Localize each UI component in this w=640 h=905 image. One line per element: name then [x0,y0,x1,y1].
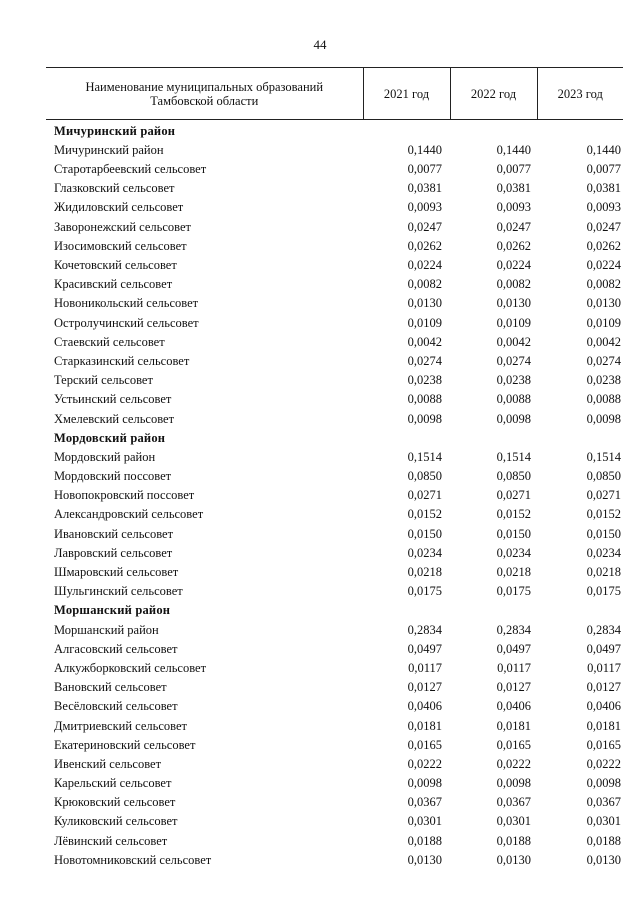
table-row [46,849,623,868]
value-2023-cell: 0,0238 [586,373,621,388]
value-2021-cell: 0,0042 [407,334,442,349]
table-row [46,484,623,503]
value-2021-cell: 0,0098 [407,411,442,426]
value-2021-cell: 0,0082 [407,277,442,292]
table-row [46,618,623,637]
value-2022-cell: 0,0093 [496,200,531,215]
municipality-name-cell: Шульгинский сельсовет [54,584,183,599]
value-2022-cell: 0,0367 [496,795,531,810]
value-2021-cell: 0,0088 [407,392,442,407]
value-2022-cell: 0,0175 [496,584,531,599]
municipality-name-cell: Терский сельсовет [54,373,153,388]
value-2022-cell: 0,0224 [496,258,531,272]
value-2022-cell: 0,0152 [496,507,531,522]
table-row [46,254,623,273]
value-2023-cell: 0,0098 [586,411,621,426]
value-2021-cell: 0,0381 [407,181,442,196]
value-2022-cell: 0,0234 [496,545,531,560]
table-row [46,465,623,484]
value-2022-cell: 0,1514 [496,449,531,464]
value-2021-cell: 0,1440 [407,142,442,157]
municipality-name-cell: Глазковский сельсовет [54,181,175,196]
value-2022-cell: 0,0188 [496,833,531,848]
value-2021-cell: 0,0238 [407,373,442,388]
value-2021-cell: 0,0247 [407,219,442,234]
value-2022-cell: 0,0497 [496,641,531,656]
value-2021-cell: 0,0274 [407,353,442,368]
value-2021-cell: 0,0109 [407,315,442,330]
municipality-name-cell: Лёвинский сельсовет [54,833,168,848]
table-row [46,196,623,215]
value-2021-cell: 0,0271 [407,488,442,503]
value-2021-cell: 0,0150 [407,526,442,541]
value-2022-cell: 0,0218 [496,565,531,579]
value-2023-cell: 0,0175 [586,584,621,599]
value-2021-cell: 0,0850 [407,469,442,484]
value-2023-cell: 0,0109 [586,315,621,330]
table-row [46,580,623,599]
district-heading: Мичуринский район [54,123,176,138]
value-2022-cell: 0,0262 [496,238,531,253]
value-2023-cell: 0,0165 [586,737,621,752]
value-2021-cell: 0,0301 [407,814,442,829]
value-2023-cell: 0,2834 [586,622,621,637]
value-2021-cell: 0,0130 [407,296,442,311]
value-2023-cell: 0,0093 [586,200,621,215]
value-2023-cell: 0,0224 [586,258,621,272]
value-2021-cell: 0,0127 [407,680,442,695]
municipality-name-cell: Красивский сельсовет [54,277,173,292]
table-row [46,177,623,196]
municipality-name-cell: Куликовский сельсовет [54,814,178,829]
district-heading: Мордовский район [54,430,166,445]
table-row [46,810,623,829]
value-2023-cell: 0,0222 [586,756,621,771]
value-2022-cell: 0,0098 [496,411,531,426]
value-2021-cell: 0,0130 [407,852,442,867]
value-2023-cell: 0,0406 [586,699,621,714]
value-2023-cell: 0,0130 [586,852,621,867]
value-2022-cell: 0,0088 [496,392,531,407]
data-table [46,67,623,868]
value-2023-cell: 0,1514 [586,449,621,464]
value-2021-cell: 0,0367 [407,795,442,810]
value-2021-cell: 0,0218 [407,565,442,579]
table-row [46,734,623,753]
value-2021-cell: 0,2834 [407,622,442,637]
value-2021-cell: 0,0234 [407,545,442,560]
table-row [46,235,623,254]
value-2021-cell: 0,0262 [407,238,442,253]
value-2022-cell: 0,0165 [496,737,531,752]
value-2023-cell: 0,0127 [586,680,621,695]
value-2022-cell: 0,0117 [497,660,531,675]
table-row [46,522,623,541]
value-2023-cell: 0,0098 [586,776,621,791]
value-2022-cell: 0,0181 [496,718,531,733]
value-2021-cell: 0,0406 [407,699,442,714]
table-row [46,542,623,561]
municipality-name-cell: Новотомниковский сельсовет [54,852,212,867]
table-row [46,369,623,388]
value-2023-cell: 0,0497 [586,641,621,656]
value-2021-cell: 0,1514 [407,449,442,464]
municipality-name-cell: Мичуринский район [54,142,164,157]
value-2021-cell: 0,0165 [407,737,442,752]
page-number: 44 [313,37,327,52]
column-header-2023: 2023 год [537,68,623,120]
municipality-name-cell: Крюковский сельсовет [54,795,176,810]
table-row [46,829,623,848]
value-2023-cell: 0,0234 [586,545,621,560]
value-2022-cell: 0,1440 [496,142,531,157]
value-2022-cell: 0,0301 [496,814,531,829]
value-2022-cell: 0,0271 [496,488,531,503]
value-2023-cell: 0,0077 [586,162,621,177]
table-row [46,503,623,522]
municipality-name-cell: Стаевский сельсовет [54,334,165,349]
district-heading: Моршанский район [54,603,171,618]
table-row [46,273,623,292]
table-row [46,350,623,369]
value-2023-cell: 0,0117 [587,660,621,675]
value-2022-cell: 0,0247 [496,219,531,234]
value-2021-cell: 0,0222 [407,756,442,771]
value-2021-cell: 0,0181 [407,718,442,733]
municipality-name-cell: Шмаровский сельсовет [54,565,179,579]
municipality-name-cell: Мордовский поссовет [54,469,172,484]
value-2022-cell: 0,2834 [496,622,531,637]
municipality-name-cell: Кочетовский сельсовет [54,258,177,272]
column-header-2022: 2022 год [450,68,537,120]
district-heading-row [46,599,623,618]
table-row [46,657,623,676]
value-2023-cell: 0,0850 [586,469,621,484]
table-row [46,311,623,330]
municipality-name-cell: Жидиловский сельсовет [54,200,184,215]
value-2022-cell: 0,0222 [496,756,531,771]
table-row [46,446,623,465]
value-2022-cell: 0,0127 [496,680,531,695]
value-2023-cell: 0,0088 [586,392,621,407]
table-row [46,791,623,810]
value-2023-cell: 0,0152 [586,507,621,522]
value-2022-cell: 0,0150 [496,526,531,541]
municipality-name-cell: Ивановский сельсовет [54,526,174,541]
municipality-name-cell: Весёловский сельсовет [54,699,178,714]
municipality-name-cell: Моршанский район [54,622,159,637]
table-header [46,68,623,120]
value-2023-cell: 0,0130 [586,296,621,311]
table-row [46,158,623,177]
value-2022-cell: 0,0109 [496,315,531,330]
column-header-name: Наименование муниципальных образований Тамбовской области [46,68,363,120]
municipality-name-cell: Старотарбеевский сельсовет [54,162,207,177]
value-2023-cell: 0,0274 [586,353,621,368]
table-row [46,561,623,580]
value-2021-cell: 0,0098 [407,776,442,791]
column-header-2021: 2021 год [363,68,450,120]
value-2023-cell: 0,0367 [586,795,621,810]
value-2022-cell: 0,0130 [496,852,531,867]
municipality-name-cell: Мордовский район [54,449,156,464]
municipality-name-cell: Александровский сельсовет [54,507,204,522]
municipality-name-cell: Остролучинский сельсовет [54,315,199,330]
value-2023-cell: 0,0247 [586,219,621,234]
municipality-name-cell: Алкужборковский сельсовет [54,660,207,675]
municipality-name-cell: Старказинский сельсовет [54,353,190,368]
table-row [46,695,623,714]
value-2023-cell: 0,0271 [586,488,621,503]
table-row [46,714,623,733]
table-row [46,139,623,158]
value-2021-cell: 0,0224 [407,258,442,272]
value-2021-cell: 0,0093 [407,200,442,215]
value-2023-cell: 0,0301 [586,814,621,829]
value-2022-cell: 0,0850 [496,469,531,484]
municipality-name-cell: Новопокровский поссовет [54,488,195,503]
value-2022-cell: 0,0082 [496,277,531,292]
value-2022-cell: 0,0098 [496,776,531,791]
value-2022-cell: 0,0238 [496,373,531,388]
municipality-name-cell: Екатериновский сельсовет [54,737,196,752]
municipality-name-cell: Заворонежский сельсовет [54,219,191,234]
district-heading-row [46,120,623,139]
table-row [46,292,623,311]
table-row [46,331,623,350]
value-2022-cell: 0,0130 [496,296,531,311]
value-2021-cell: 0,0152 [407,507,442,522]
value-2022-cell: 0,0406 [496,699,531,714]
table-row [46,407,623,426]
value-2022-cell: 0,0077 [496,162,531,177]
value-2023-cell: 0,0181 [586,718,621,733]
value-2023-cell: 0,0188 [586,833,621,848]
value-2023-cell: 0,0218 [586,565,621,579]
value-2021-cell: 0,0077 [407,162,442,177]
table-row [46,676,623,695]
municipality-name-cell: Вановский сельсовет [54,680,167,695]
value-2022-cell: 0,0042 [496,334,531,349]
municipality-name-cell: Хмелевский сельсовет [54,411,175,426]
table-row [46,772,623,791]
value-2021-cell: 0,0188 [407,833,442,848]
municipality-name-cell: Карельский сельсовет [54,776,172,791]
table-row [46,753,623,772]
value-2023-cell: 0,0082 [586,277,621,292]
value-2021-cell: 0,0497 [407,641,442,656]
table-row [46,638,623,657]
table-body [46,120,623,868]
table-row [46,215,623,234]
value-2023-cell: 0,0381 [586,181,621,196]
value-2021-cell: 0,0175 [407,584,442,599]
municipality-name-cell: Изосимовский сельсовет [54,238,187,253]
district-heading-row [46,427,623,446]
municipality-name-cell: Лавровский сельсовет [54,545,173,560]
municipality-name-cell: Ивенский сельсовет [54,756,162,771]
municipality-name-cell: Устьинский сельсовет [54,392,172,407]
value-2023-cell: 0,1440 [586,142,621,157]
value-2023-cell: 0,0150 [586,526,621,541]
value-2023-cell: 0,0262 [586,238,621,253]
table-header-row [46,68,623,120]
municipality-name-cell: Алгасовский сельсовет [54,641,178,656]
value-2022-cell: 0,0381 [496,181,531,196]
value-2022-cell: 0,0274 [496,353,531,368]
table-row [46,388,623,407]
municipality-name-cell: Дмитриевский сельсовет [54,718,188,733]
value-2023-cell: 0,0042 [586,334,621,349]
value-2021-cell: 0,0117 [408,660,442,675]
municipality-name-cell: Новоникольский сельсовет [54,296,199,311]
